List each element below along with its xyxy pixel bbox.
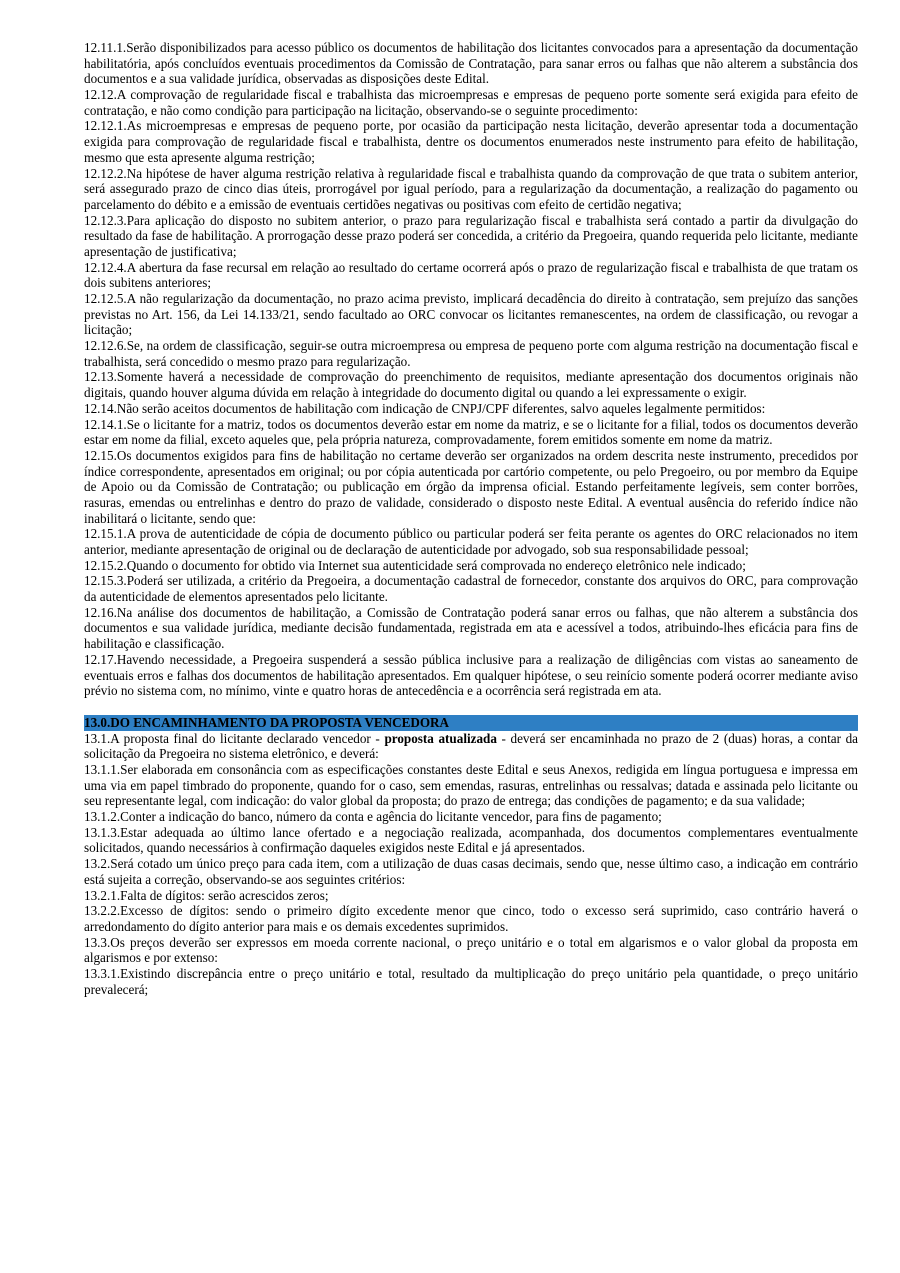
paragraph-13-2: 13.2.Será cotado um único preço para cada item, com a utilização de duas casas decimais, sendo que, nesse último caso, a indicação em contrário está sujeita a correção, observando-se aos seguintes critérios: [84,856,858,887]
proposta-atualizada-emphasis: proposta atualizada [384,730,497,746]
paragraph-13-1-lead: 13.1.A proposta final do licitante declarado vencedor - [84,730,385,746]
paragraph-13-1-2: 13.1.2.Conter a indicação do banco, número da conta e agência do licitante vencedor, para fins de pagamento; [84,809,662,825]
paragraph-12-13: 12.13.Somente haverá a necessidade de comprovação do preenchimento de requisitos, mediante apresentação dos documentos originais não digitais, quando houver alguma dúvida em relação à integridade do documento digital ou quando a lei expressamente o exigir. [84,369,858,401]
paragraph-12-14: 12.14.Não serão aceitos documentos de habilitação com indicação de CNPJ/CPF diferentes, salvo aqueles legalmente permitidos: [84,400,766,416]
paragraph-12-16: 12.16.Na análise dos documentos de habilitação, a Comissão de Contratação poderá sanar erros ou falhas, que não alterem a substância dos documentos e sua validade jurídica, mediante decisão fundamentada, registrada em ata e acessível a todos, atribuindo-lhes eficácia para fins de habilitação e classificação. [84,604,858,652]
paragraph-12-15-3: 12.15.3.Poderá ser utilizada, a critério da Pregoeira, a documentação cadastral de fornecedor, constante dos arquivos do ORC, para comprovação da autenticidade de elementos apresentados pelo licitante. [84,573,858,605]
paragraph-13-3-1: 13.3.1.Existindo discrepância entre o preço unitário e total, resultado da multiplicação do preço unitário pela quantidade, o preço unitário prevalecerá; [84,965,858,997]
paragraph-12-15: 12.15.Os documentos exigidos para fins de habilitação no certame deverão ser organizados na ordem descrita neste instrumento, precedidos por índice correspondente, apresentados em original; ou por cópia autenticada por cartório competente, ou pelo Pregoeiro, ou por membro da Equipe de Apoio ou da Comissão de Contratação; ou publicação em órgão da imprensa oficial. Estando perfeitamente legíveis, sem conter borrões, rasuras, emendas ou entrelinhas e dentro do prazo de validade, considerado o disposto neste Edital. A eventual ausência do referido índice não inabilitará o licitante, sendo que: [84,447,858,526]
paragraph-12-17: 12.17.Havendo necessidade, a Pregoeira suspenderá a sessão pública inclusive para a realização de diligências com vistas ao saneamento de eventuais erros e falhas dos documentos de habilitação apresentados. Em qualquer hipótese, o seu reinício somente poderá ocorrer mediante aviso prévio no sistema com, no mínimo, vinte e quatro horas de antecedência e a ocorrência será registrada em ata. [84,651,858,699]
paragraph-12-15-2: 12.15.2.Quando o documento for obtido via Internet sua autenticidade será comprovada no endereço eletrônico nele indicado; [84,557,746,573]
paragraph-12-12-4: 12.12.4.A abertura da fase recursal em relação ao resultado do certame ocorrerá após o prazo de regularização fiscal e trabalhista de que tratam os dois subitens anteriores; [84,259,858,291]
section-13-heading: 13.0.DO ENCAMINHAMENTO DA PROPOSTA VENCEDORA [84,715,858,731]
document-page [84,40,858,997]
paragraph-13-1-rest: - deverá ser encaminhada no prazo de 2 (duas) horas, a contar da solicitação da Pregoeira no sistema eletrônico, e deverá: [84,730,859,762]
paragraph-13-1-1: 13.1.1.Ser elaborada em consonância com as especificações constantes deste Edital e seus Anexos, redigida em língua portuguesa e impressa em uma via em papel timbrado do proponente, quando for o caso, sem emendas, rasuras, entrelinhas ou ressalvas; datada e assinada pelo licitante ou seu representante legal, com indicação: do valor global da proposta; do prazo de entrega; das condições de pagamento; e da sua validade; [84,762,858,809]
paragraph-12-11-1: 12.11.1.Serão disponibilizados para acesso público os documentos de habilitação dos licitantes convocados para a apresentação da documentação habilitatória, após concluídos eventuais procedimentos da Comissão de Contratação, para sanar erros ou falhas que não alterem a substância dos documentos e a sua validade jurídica, observadas as disposições deste Edital. [84,40,858,87]
paragraph-12-12-6: 12.12.6.Se, na ordem de classificação, seguir-se outra microempresa ou empresa de pequeno porte com alguma restrição na documentação fiscal e trabalhista, será concedido o mesmo prazo para regularização. [84,338,858,369]
paragraph-13-2-2: 13.2.2.Excesso de dígitos: sendo o primeiro dígito excedente menor que cinco, todo o excesso será suprimido, caso contrário haverá o arredondamento do dígito anterior para mais e os demais excedentes suprimidos. [84,903,858,934]
paragraph-12-12-5: 12.12.5.A não regularização da documentação, no prazo acima previsto, implicará decadência do direito à contratação, sem prejuízo das sanções previstas no Art. 156, da Lei 14.133/21, sendo facultado ao ORC convocar os licitantes remanescentes, na ordem de classificação, ou revogar a licitação; [84,291,858,338]
paragraph-12-12-3: 12.12.3.Para aplicação do disposto no subitem anterior, o prazo para regularização fiscal e trabalhista será contado a partir da divulgação do resultado da fase de habilitação. A prorrogação desse prazo poderá ser concedida, a critério da Pregoeira, quando requerida pelo licitante, mediante apresentação de justificativa; [84,212,858,259]
paragraph-12-15-1: 12.15.1.A prova de autenticidade de cópia de documento público ou particular poderá ser feita perante os agentes do ORC relacionados no item anterior, mediante apresentação de original ou de declaração de autenticidade por advogado, sob sua responsabilidade pessoal; [84,526,858,557]
paragraph-12-12: 12.12.A comprovação de regularidade fiscal e trabalhista das microempresas e empresas de pequeno porte somente será exigida para efeito de contratação, e não como condição para participação na licitação, observando-se o seguinte procedimento: [84,87,858,118]
paragraph-13-1 [84,731,858,762]
paragraph-13-2-1: 13.2.1.Falta de dígitos: serão acrescidos zeros; [84,887,329,903]
paragraph-12-12-2: 12.12.2.Na hipótese de haver alguma restrição relativa à regularidade fiscal e trabalhista quando da comprovação de que trata o subitem anterior, será assegurado prazo de cinco dias úteis, prorrogável por igual período, para a regularização da documentação, a realização do pagamento ou parcelamento do débito e a emissão de eventuais certidões negativas ou positivas com efeito de certidão negativa; [84,165,858,212]
paragraph-13-3: 13.3.Os preços deverão ser expressos em moeda corrente nacional, o preço unitário e o total em algarismos e o valor global da proposta em algarismos e por extenso: [84,934,858,966]
paragraph-12-14-1: 12.14.1.Se o licitante for a matriz, todos os documentos deverão estar em nome da matriz, e se o licitante for a filial, todos os documentos deverão estar em nome da filial, exceto aqueles que, pela própria natureza, comprovadamente, forem emitidos somente em nome da matriz. [84,416,858,448]
paragraph-13-1-3: 13.1.3.Estar adequada ao último lance ofertado e a negociação realizada, acompanhada, dos documentos complementares eventualmente solicitados, quando necessários à confirmação daqueles exigidos neste Edital e já apresentados. [84,824,858,856]
paragraph-12-12-1: 12.12.1.As microempresas e empresas de pequeno porte, por ocasião da participação nesta licitação, deverão apresentar toda a documentação exigida para comprovação de regularidade fiscal e trabalhista, dentre os documentos enumerados neste instrumento para efeito de habilitação, mesmo que esta apresente alguma restrição; [84,118,858,165]
